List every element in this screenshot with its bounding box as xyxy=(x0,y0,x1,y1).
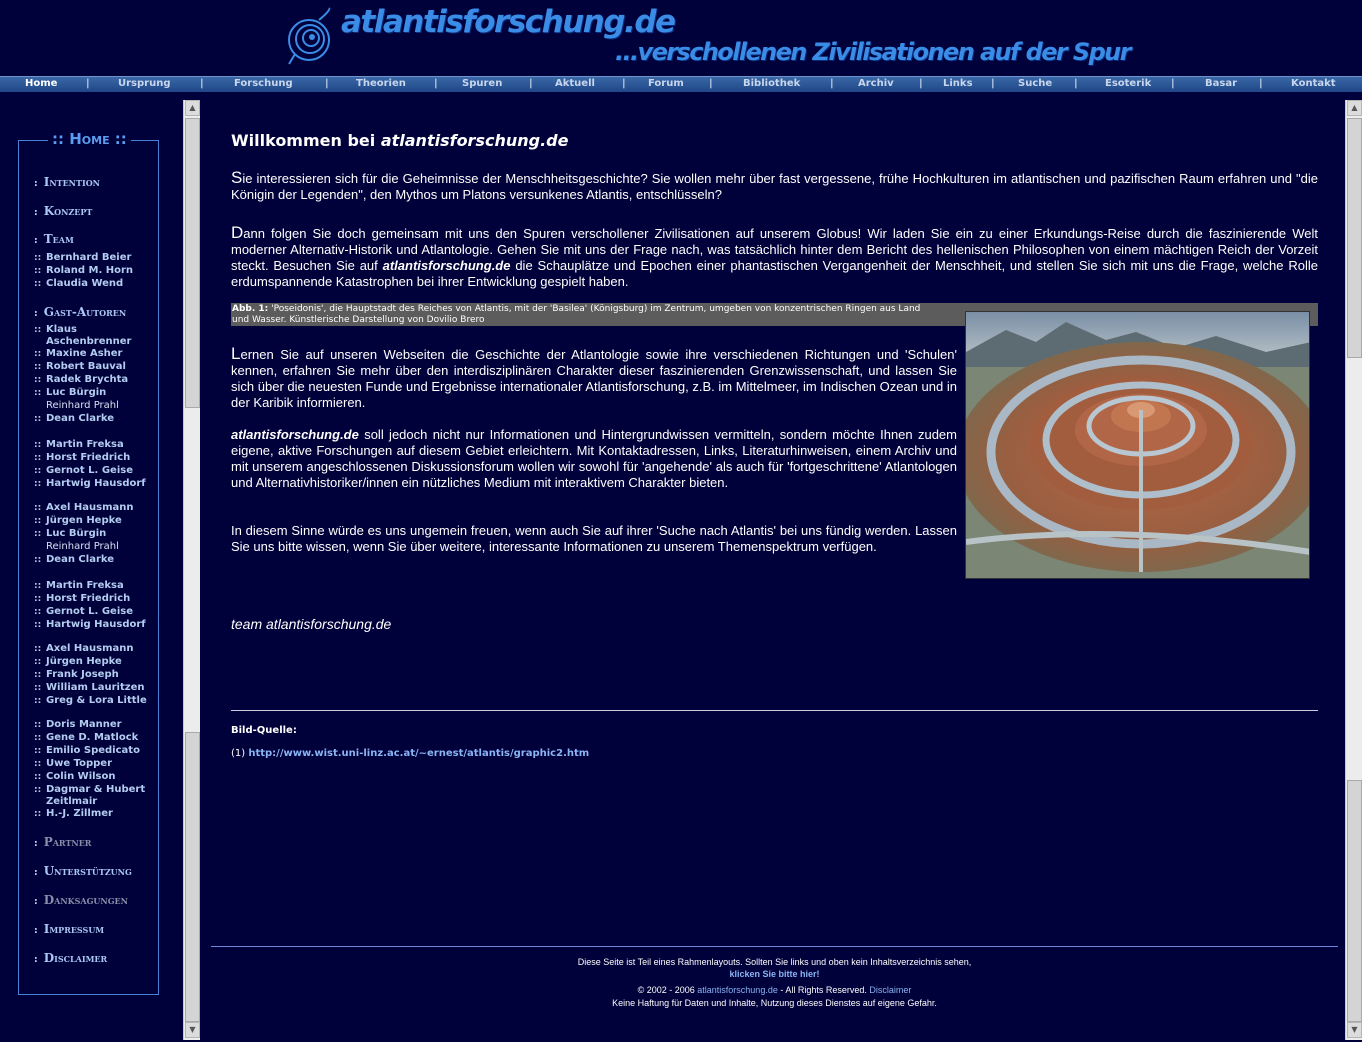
menu-author[interactable]: :: Hartwig Hausdorf xyxy=(34,478,156,490)
footer-disclaimer-link[interactable]: Disclaimer xyxy=(869,985,912,995)
menu-author[interactable]: :: Martin Freksa xyxy=(34,439,156,451)
scrollbar-thumb[interactable] xyxy=(1347,780,1362,1022)
paragraph-2-text-end: die Schauplätze und Epochen einer phantastischen Vergangenheit der Menschheit, und stellen Sie sich mit uns die Frage, welche Rolle erdumspannende Katastrophen bei ihrer Entwicklung gespielt haben. xyxy=(231,258,1318,289)
site-header xyxy=(0,0,1362,76)
menu-author[interactable]: :: Doris Manner xyxy=(34,719,156,731)
menu-author[interactable]: :: Horst Friedrich xyxy=(34,452,156,464)
menu-author-label[interactable]: Jürgen Hepke xyxy=(46,656,122,667)
menu-author[interactable]: :: Colin Wilson xyxy=(34,771,156,783)
scrollbar-thumb[interactable] xyxy=(185,732,200,1022)
menu-author-label[interactable]: Luc Bürgin xyxy=(46,528,107,539)
menu-author-plain xyxy=(34,400,156,412)
scrollbar-thumb[interactable] xyxy=(185,118,200,408)
nav-separator: | xyxy=(1259,78,1263,89)
nav-separator: | xyxy=(434,78,438,89)
menu-author-label[interactable]: Maxine Asher xyxy=(46,348,123,359)
nav-spuren[interactable]: Spuren xyxy=(462,78,503,89)
menu-author-label[interactable]: Emilio Spedicato xyxy=(46,745,140,756)
intro-text: ie interessieren sich für die Geheimnisse der Menschheitsgeschichte? Sie wollen mehr über fast vergessene, frühe Hochkulturen im atlantischen und pazifischen Raum erfahren und "die Königin der Legenden", den Mythos um Platons versunkenes Atlantis, entschlüsseln? xyxy=(231,171,1318,202)
intro-paragraph xyxy=(231,170,1318,203)
footer-click-here-link[interactable]: klicken Sie bitte hier! xyxy=(729,969,820,979)
menu-author-label: Reinhard Prahl xyxy=(46,400,119,411)
menu-team-label[interactable]: Team xyxy=(43,232,74,246)
menu-author-label[interactable]: Colin Wilson xyxy=(46,771,116,782)
nav-bibliothek[interactable]: Bibliothek xyxy=(743,78,801,89)
site-tagline: ...verschollenen Zivilisationen auf der Spur xyxy=(615,38,1130,66)
menu-author[interactable]: :: Uwe Topper xyxy=(34,758,156,770)
menu-author[interactable]: :: Axel Hausmann xyxy=(34,643,156,655)
menu-author[interactable]: :: Maxine Asher xyxy=(34,348,156,360)
menu-author[interactable]: :: Robert Bauval xyxy=(34,361,156,373)
nav-forschung[interactable]: Forschung xyxy=(234,78,293,89)
nav-separator: | xyxy=(200,78,204,89)
scrollbar-thumb[interactable] xyxy=(1347,118,1362,358)
menu-author[interactable]: :: Gernot L. Geise xyxy=(34,606,156,618)
menu-author-label[interactable]: Robert Bauval xyxy=(46,361,126,372)
nav-separator: | xyxy=(325,78,329,89)
menu-author-label[interactable]: Hartwig Hausdorf xyxy=(46,478,146,489)
menu-author-label[interactable]: Gernot L. Geise xyxy=(46,465,133,476)
menu-author-label[interactable]: Luc Bürgin xyxy=(46,387,107,398)
footer-liability: Keine Haftung für Daten und Inhalte, Nutzung dieses Dienstes auf eigene Gefahr. xyxy=(612,998,937,1008)
menu-author-label[interactable]: Hartwig Hausdorf xyxy=(46,619,146,630)
nav-separator: | xyxy=(86,78,90,89)
nav-separator: | xyxy=(529,78,533,89)
menu-disclaimer[interactable]: : Disclaimer xyxy=(34,951,108,965)
menu-author[interactable]: :: Dean Clarke xyxy=(34,554,156,566)
left-frame-scrollbar[interactable] xyxy=(183,100,200,1040)
footer-copyright-prefix: © 2002 - 2006 xyxy=(637,985,698,995)
scroll-up-arrow-icon[interactable]: ▲ xyxy=(1347,100,1362,116)
menu-team[interactable]: : Team xyxy=(34,232,74,246)
menu-team-member[interactable]: :: Claudia Wend xyxy=(34,278,156,290)
drop-cap: L xyxy=(231,344,241,363)
footer-rights: - All Rights Reserved. xyxy=(777,985,870,995)
top-nav-bar xyxy=(0,76,1362,92)
menu-author-label[interactable]: Klaus Aschenbrenner xyxy=(46,324,132,347)
content-frame-scrollbar[interactable] xyxy=(1345,100,1362,1040)
menu-impressum-label[interactable]: Impressum xyxy=(43,922,105,936)
paragraph-5-text: In diesem Sinne würde es uns ungemein freuen, wenn auch Sie auf ihrer 'Suche nach Atlantis' bei uns fündig werden. Lassen Sie uns bitte wissen, wenn Sie über weitere, interessante Informationen zu unserem Themenspektrum verfügen. xyxy=(231,523,957,554)
menu-impressum[interactable]: : Impressum xyxy=(34,922,105,936)
menu-danksagungen[interactable]: : Danksagungen xyxy=(34,893,128,907)
figure-caption-label: Abb. 1: xyxy=(232,304,269,314)
menu-author[interactable]: :: Hartwig Hausdorf xyxy=(34,619,156,631)
menu-author-label[interactable]: Doris Manner xyxy=(46,719,122,730)
paragraph-3 xyxy=(231,346,957,411)
menu-author-label: Reinhard Prahl xyxy=(46,541,119,552)
menu-team-member-label[interactable]: Bernhard Beier xyxy=(46,252,132,263)
menu-konzept-label[interactable]: Konzept xyxy=(43,204,93,218)
menu-author[interactable]: :: Jürgen Hepke xyxy=(34,515,156,527)
content-divider xyxy=(231,710,1318,711)
menu-author-label[interactable]: Martin Freksa xyxy=(46,580,124,591)
image-source-index: (1) xyxy=(231,748,249,759)
menu-gast-autoren-label[interactable]: Gast-Autoren xyxy=(43,305,127,319)
menu-author[interactable]: :: Jürgen Hepke xyxy=(34,656,156,668)
menu-author[interactable]: :: Greg & Lora Little xyxy=(34,695,156,707)
menu-konzept[interactable]: : Konzept xyxy=(34,204,93,218)
menu-disclaimer-label[interactable]: Disclaimer xyxy=(43,951,108,965)
menu-author[interactable]: :: Klaus Aschenbrenner xyxy=(34,324,156,348)
menu-author-label[interactable]: Gernot L. Geise xyxy=(46,606,133,617)
logo-swirl-icon xyxy=(285,6,335,68)
menu-title: :: Home :: xyxy=(48,130,131,148)
nav-separator: | xyxy=(919,78,923,89)
scroll-down-arrow-icon[interactable]: ▼ xyxy=(185,1022,200,1038)
page-title-prefix: Willkommen bei xyxy=(231,131,381,150)
menu-author[interactable]: :: Frank Joseph xyxy=(34,669,156,681)
menu-author[interactable]: :: Gene D. Matlock xyxy=(34,732,156,744)
nav-separator: | xyxy=(1074,78,1078,89)
scroll-down-arrow-icon[interactable]: ▼ xyxy=(1347,1022,1362,1038)
menu-partner[interactable]: : Partner xyxy=(34,835,92,849)
nav-home[interactable]: Home xyxy=(25,78,58,89)
menu-author[interactable]: :: Emilio Spedicato xyxy=(34,745,156,757)
footer-click-here xyxy=(211,969,1338,979)
menu-author[interactable]: :: William Lauritzen xyxy=(34,682,156,694)
menu-author-label[interactable]: Dean Clarke xyxy=(46,413,115,424)
menu-author[interactable]: :: H.-J. Zillmer xyxy=(34,808,156,820)
menu-author[interactable]: :: Dagmar & Hubert Zeitlmair xyxy=(34,784,156,808)
nav-separator: | xyxy=(709,78,713,89)
menu-author-label[interactable]: Axel Hausmann xyxy=(46,502,134,513)
menu-author-label[interactable]: H.-J. Zillmer xyxy=(46,808,113,819)
scroll-up-arrow-icon[interactable]: ▲ xyxy=(185,100,200,116)
menu-author-plain xyxy=(34,541,156,553)
paragraph-3-text: ernen Sie auf unseren Webseiten die Geschichte der Atlantologie sowie ihre verschiedenen Richtungen und 'Schulen' kennen, erfahren Sie mehr über den interdisziplinären Charakter dieser faszinierenden Grenzwissenschaft, und lassen Sie sich über die neuesten Funde und Ergebnisse internationaler Atlantisforschung, z.B. im Mittelmeer, im Indischen Ozean und in der Karibik informieren. xyxy=(231,347,957,410)
paragraph-4-text: soll jedoch nicht nur Informationen und Hintergrundwissen vermitteln, sondern möchte Ihnen zudem eigene, aktive Forschungen auf diesem Gebiet erleichtern. Mit Kontaktadressen, Links, Literaturhinweisen, einem Archiv und mit unserem angeschlossenen Diskussionsforum wollen wir sowohl für 'angehende' als auch für 'fortgeschrittene' Atlantologen und Alternativhistoriker/innen ein nützliches Medium mit interaktivem Charakter bieten. xyxy=(231,427,957,490)
figure-caption xyxy=(232,304,932,326)
menu-team-member[interactable]: :: Roland M. Horn xyxy=(34,265,156,277)
menu-author-label[interactable]: Radek Brychta xyxy=(46,374,129,385)
menu-author-label[interactable]: Greg & Lora Little xyxy=(46,695,147,706)
menu-author-label[interactable]: Uwe Topper xyxy=(46,758,113,769)
nav-kontakt[interactable]: Kontakt xyxy=(1291,78,1336,89)
menu-team-member[interactable]: :: Bernhard Beier xyxy=(34,252,156,264)
nav-theorien[interactable]: Theorien xyxy=(356,78,406,89)
nav-basar[interactable]: Basar xyxy=(1205,78,1238,89)
menu-author-label[interactable]: Horst Friedrich xyxy=(46,452,131,463)
atlantis-illustration xyxy=(965,311,1310,579)
menu-team-member-label[interactable]: Claudia Wend xyxy=(46,278,124,289)
paragraph-2-text: ann folgen Sie doch gemeinsam mit uns den Spuren verschollener Zivilisationen auf unserem Globus! Wir laden Sie ein zu einer Erkundungs-Reise durch die faszinierende Welt moderner Alternativ-Historik und Atlantologie. Gehen Sie mit uns der Frage nach, was tatsächlich hinter dem Bericht des hellenischen Philosophen von einem mächtigen Reich der Vorzeit steckt. Besuchen Sie auf xyxy=(231,226,1318,273)
nav-separator: | xyxy=(830,78,834,89)
menu-intention-label[interactable]: Intention xyxy=(43,175,100,189)
paragraph-2 xyxy=(231,225,1318,290)
site-logo-title[interactable]: atlantisforschung.de xyxy=(341,4,675,40)
menu-author[interactable]: :: Luc Bürgin xyxy=(34,387,156,399)
menu-author[interactable]: :: Radek Brychta xyxy=(34,374,156,386)
menu-author-label[interactable]: Horst Friedrich xyxy=(46,593,131,604)
footer-site-link[interactable]: atlantisforschung.de xyxy=(697,985,778,995)
menu-intention[interactable]: : Intention xyxy=(34,175,100,189)
nav-aktuell[interactable]: Aktuell xyxy=(555,78,595,89)
menu-partner-label[interactable]: Partner xyxy=(43,835,92,849)
image-source-link[interactable]: http://www.wist.uni-linz.ac.at/~ernest/atlantis/graphic2.htm xyxy=(248,748,590,759)
nav-links[interactable]: Links xyxy=(943,78,973,89)
paragraph-5 xyxy=(231,523,957,555)
menu-author-label[interactable]: Axel Hausmann xyxy=(46,643,134,654)
footer-frame-notice: Diese Seite ist Teil eines Rahmenlayouts. Sollten Sie links und oben kein Inhaltsverzeichnis sehen, xyxy=(577,957,972,967)
image-source-line xyxy=(231,748,589,759)
menu-author[interactable]: :: Luc Bürgin xyxy=(34,528,156,540)
atlantis-illustration-graphic xyxy=(966,312,1310,579)
menu-author[interactable]: :: Gernot L. Geise xyxy=(34,465,156,477)
footer-divider xyxy=(211,946,1338,947)
menu-author-label[interactable]: Martin Freksa xyxy=(46,439,124,450)
menu-author[interactable]: :: Martin Freksa xyxy=(34,580,156,592)
menu-team-member-label[interactable]: Roland M. Horn xyxy=(46,265,134,276)
image-source-heading: Bild-Quelle: xyxy=(231,725,297,736)
page-title-site: atlantisforschung.de xyxy=(380,131,569,150)
menu-author-label[interactable]: William Lauritzen xyxy=(46,682,145,693)
menu-author[interactable]: :: Axel Hausmann xyxy=(34,502,156,514)
nav-separator: | xyxy=(1171,78,1175,89)
menu-unterstuetzung[interactable]: : Unterstützung xyxy=(34,864,132,878)
nav-suche[interactable]: Suche xyxy=(1018,78,1053,89)
figure-caption-text: 'Poseidonis', die Hauptstadt des Reiches von Atlantis, mit der 'Basilea' (Königsburg) im Zentrum, umgeben von konzentrischen Ringen aus Land und Wasser. Künstlerische Darstellung von Dovilio Brero xyxy=(232,304,921,325)
menu-author-label[interactable]: Dagmar & Hubert Zeitlmair xyxy=(46,784,146,807)
nav-separator: | xyxy=(991,78,995,89)
menu-author-label[interactable]: Gene D. Matlock xyxy=(46,732,139,743)
drop-cap: S xyxy=(231,168,243,187)
menu-author-label[interactable]: Frank Joseph xyxy=(46,669,119,680)
page-title xyxy=(231,131,568,150)
nav-forum[interactable]: Forum xyxy=(648,78,684,89)
menu-unterstuetzung-label[interactable]: Unterstützung xyxy=(43,864,132,878)
nav-ursprung[interactable]: Ursprung xyxy=(118,78,171,89)
site-name-inline: atlantisforschung.de xyxy=(382,258,511,273)
footer-copyright xyxy=(211,985,1338,995)
paragraph-4 xyxy=(231,427,957,491)
menu-author[interactable]: :: Horst Friedrich xyxy=(34,593,156,605)
nav-esoterik[interactable]: Esoterik xyxy=(1105,78,1152,89)
drop-cap: D xyxy=(231,223,244,242)
site-name-inline: atlantisforschung.de xyxy=(231,427,359,442)
menu-gast-autoren[interactable]: : Gast-Autoren xyxy=(34,305,127,319)
menu-danksagungen-label[interactable]: Danksagungen xyxy=(43,893,128,907)
menu-author[interactable]: :: Dean Clarke xyxy=(34,413,156,425)
menu-author-label[interactable]: Jürgen Hepke xyxy=(46,515,122,526)
nav-archiv[interactable]: Archiv xyxy=(858,78,894,89)
team-signature: team atlantisforschung.de xyxy=(231,616,392,632)
menu-author-label[interactable]: Dean Clarke xyxy=(46,554,115,565)
nav-separator: | xyxy=(622,78,626,89)
